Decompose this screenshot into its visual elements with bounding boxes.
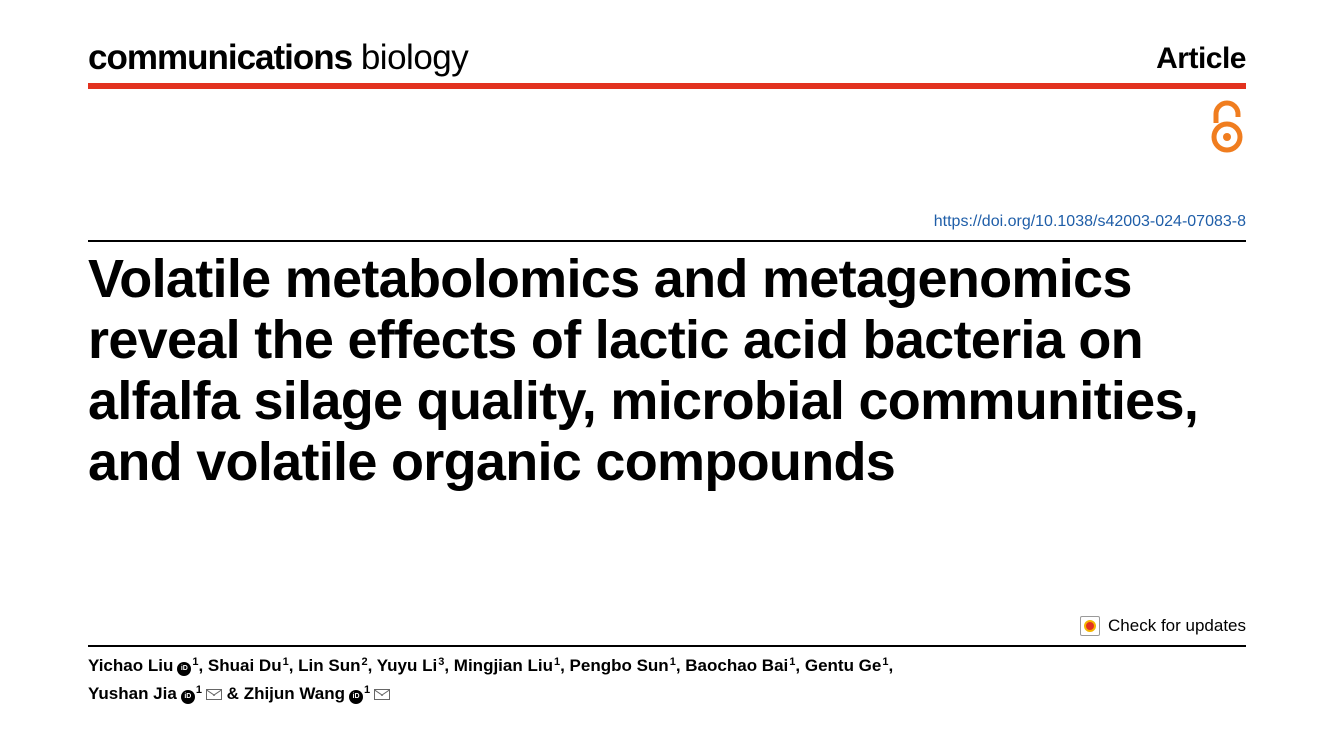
author-item[interactable]	[377, 656, 445, 675]
journal-name	[88, 36, 468, 80]
author-name: Mingjian Liu	[453, 656, 553, 675]
author-item[interactable]	[570, 656, 676, 675]
author-affiliation: 1	[282, 656, 289, 668]
author-item[interactable]	[805, 656, 889, 675]
author-affiliation: 3	[438, 656, 445, 668]
author-name: Baochao Bai	[685, 656, 789, 675]
author-item[interactable]	[208, 656, 289, 675]
orcid-icon[interactable]: iD	[349, 690, 363, 704]
author-item[interactable]	[298, 656, 367, 675]
check-for-updates-icon	[1080, 616, 1100, 636]
doi-link[interactable]: https://doi.org/10.1038/s42003-024-07083-8	[933, 213, 1246, 230]
author-separator: ,	[288, 656, 299, 675]
author-affiliation: 1	[553, 656, 561, 668]
author-name: Gentu Ge	[804, 656, 882, 675]
author-affiliation: 1	[789, 656, 796, 668]
author-affiliation: 1	[195, 684, 202, 696]
author-separator: ,	[560, 656, 570, 675]
orcid-icon[interactable]: iD	[181, 690, 195, 704]
author-name: Lin Sun	[298, 656, 361, 675]
author-affiliation: 1	[669, 656, 676, 668]
author-affiliation: 1	[192, 656, 199, 668]
author-item[interactable]	[454, 656, 560, 675]
authors-rule	[88, 645, 1246, 647]
article-title: Volatile metabolomics and metagenomics reveal the effects of lactic acid bacteria on alfalfa silage quality, microbial communities, and volatile organic compounds	[88, 249, 1199, 492]
author-name: Yuyu Li	[376, 656, 438, 675]
journal-name-bold: communications	[88, 38, 353, 77]
author-name: Pengbo Sun	[569, 656, 669, 675]
author-item[interactable]	[88, 656, 198, 675]
author-affiliation: 1	[882, 656, 889, 668]
email-icon[interactable]	[206, 689, 222, 700]
author-name: Yichao Liu	[88, 656, 174, 675]
author-affiliation: 2	[361, 656, 368, 668]
author-separator: ,	[675, 656, 686, 675]
author-item[interactable]	[685, 656, 795, 675]
author-separator: ,	[888, 656, 894, 675]
journal-name-light: biology	[360, 38, 469, 77]
author-separator: ,	[198, 656, 208, 675]
article-type-label: Article	[1156, 42, 1246, 75]
author-separator: &	[221, 684, 244, 703]
author-item[interactable]	[88, 684, 222, 703]
header-rule	[88, 83, 1246, 89]
email-icon[interactable]	[374, 689, 390, 700]
author-separator: ,	[444, 656, 454, 675]
author-name: Yushan Jia	[88, 684, 177, 703]
author-separator: ,	[795, 656, 805, 675]
author-name: Shuai Du	[207, 656, 282, 675]
author-separator: ,	[367, 656, 377, 675]
author-item[interactable]	[244, 684, 390, 703]
check-for-updates-button[interactable]	[1080, 614, 1246, 638]
title-rule	[88, 240, 1246, 242]
check-for-updates-label: Check for updates	[1108, 616, 1246, 635]
open-access-icon	[1207, 99, 1247, 155]
author-affiliation: 1	[364, 684, 371, 696]
author-list	[88, 652, 1258, 708]
orcid-icon[interactable]: iD	[177, 662, 191, 676]
author-name: Zhijun Wang	[243, 684, 346, 703]
